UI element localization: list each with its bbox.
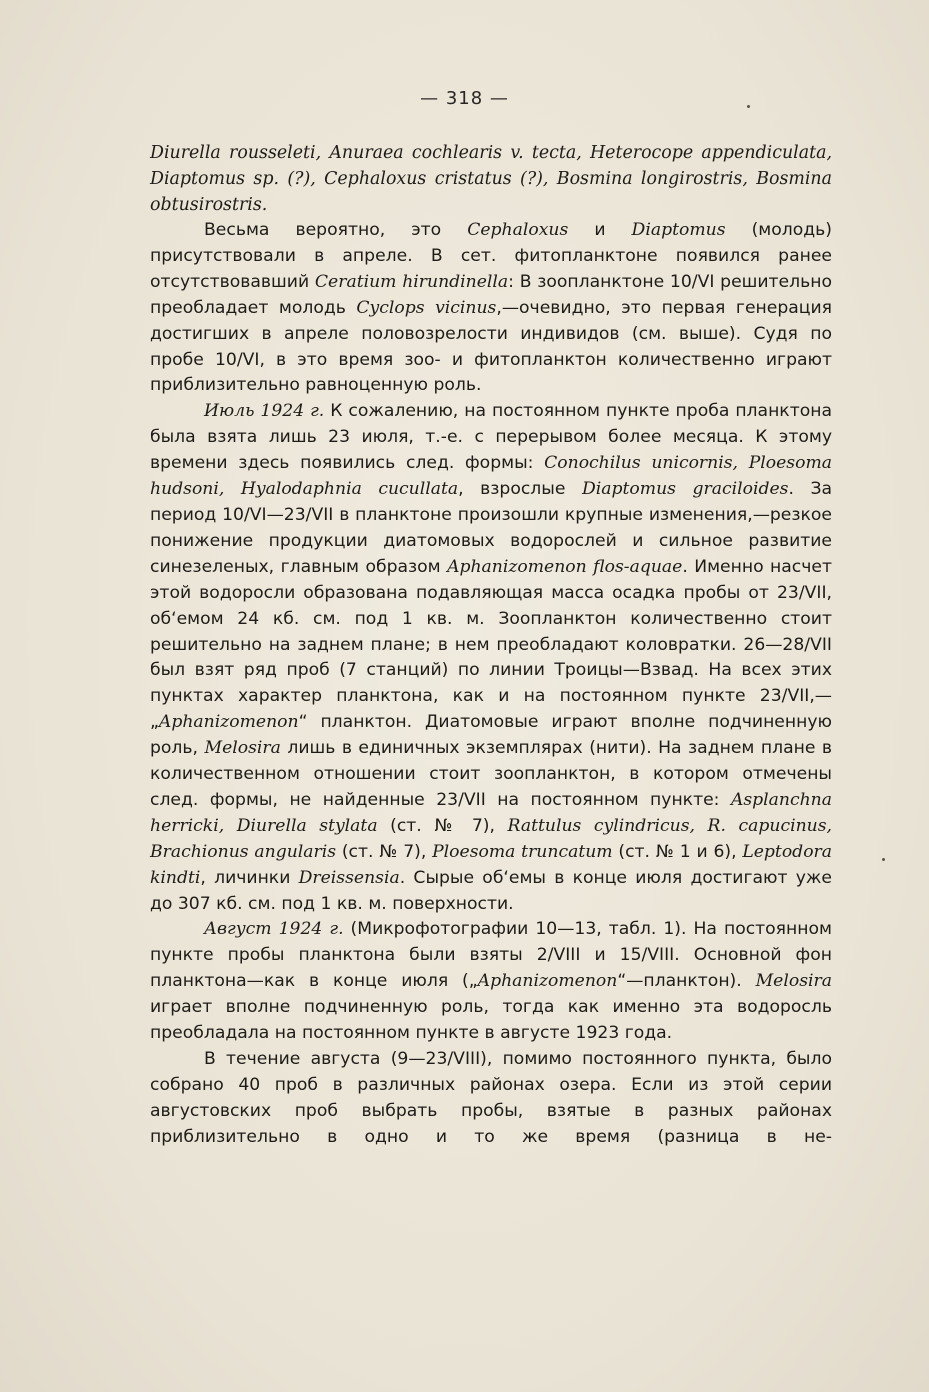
- text-run: “—планктон).: [617, 971, 756, 992]
- italic-term: Cephaloxus: [467, 220, 569, 240]
- print-speck: [747, 105, 750, 108]
- paragraph: [150, 218, 832, 399]
- text-run: . Сырые об‘емы в конце июля достигают уже до 307 кб. см. под 1 кв. м. поверхности.: [150, 867, 832, 914]
- italic-term: Cyclops vicinus: [356, 297, 497, 318]
- italic-term: Diaptomus graciloides: [582, 479, 789, 500]
- paragraph: [150, 917, 832, 1047]
- italic-term: Август 1924 г.: [204, 919, 344, 940]
- text-run: , взрослые: [458, 479, 582, 500]
- text-run: (молодь) присутствовали в апреле. В сет. фитопланктоне появился ранее отсутствовавший: [150, 220, 832, 292]
- text-run: , личинки: [200, 867, 299, 888]
- italic-term: Ceratium hirundinella: [314, 271, 509, 292]
- text-run: “ планктон. Диатомовые играют вполне подчиненную роль,: [150, 712, 832, 759]
- text-run: (ст. № 7),: [336, 841, 433, 862]
- italic-term: Aphanizomenon: [477, 971, 618, 992]
- italic-term: Leptodora kindti: [150, 841, 832, 888]
- text-run: ,—очевидно, это первая генерация достигших в апреле половозрелости индивидов (см. выше). Судя по пробе 10/VI, в это время зоо- и фитопланктон количественно играют приблизительно равноценную роль.: [150, 297, 832, 396]
- text-run: играет вполне подчиненную роль, тогда как именно эта водоросль преобладала на постоянном пункте в августе 1923 года.: [150, 997, 832, 1044]
- italic-term: Melosira: [204, 738, 281, 759]
- text-run: и: [568, 220, 632, 240]
- paragraph: [150, 1047, 832, 1151]
- page-number: — 318 —: [420, 88, 509, 109]
- italic-term: Aphanizomenon flos-aquae: [447, 556, 683, 577]
- italic-term: Aphanizomenon: [158, 712, 299, 733]
- text-run: лишь в единичных экземплярах (нити). На заднем плане в количественном отношении стоит зоопланктон, в котором отмечены след. формы, не найденные 23/VII на постоянном пункте:: [150, 738, 833, 810]
- species-list-paragraph: [150, 140, 832, 218]
- print-speck: [882, 858, 885, 861]
- body-text: [150, 140, 832, 1151]
- italic-term: Conochilus unicornis, Ploesoma hudsoni, Hyalodaphnia cucullata: [150, 453, 832, 500]
- text-run: . Именно насчет этой водоросли образована подавляющая масса осадка пробы от 23/VII, об‘емом 24 кб. см. под 1 кв. м. Зоопланктон количественно стоит решительно на заднем плане; в нем преобладают коловратки. 26—28/VII был взят ряд проб (7 станций) по линии Троицы—Взвад. На всех этих пунктах характер планктона, как и на постоянном пункте 23/VII,—„: [150, 556, 832, 733]
- paragraph: [150, 399, 832, 917]
- italic-term: Dreissensia: [298, 867, 400, 888]
- italic-term: Июль 1924 г.: [204, 401, 325, 422]
- text-run: (ст. № 1 и 6),: [612, 841, 743, 862]
- italic-term: Asplanchna herricki, Diurella stylata: [150, 789, 832, 836]
- text-run: (ст. № 7),: [377, 815, 508, 836]
- italic-term: Diurella rousseleti, Anuraea cochlearis v. tecta, Heterocope appendiculata, Diaptomus sp. (?), Cephaloxus cristatus (?), Bosmina longirostris, Bosmina obtusirostris.: [150, 143, 832, 215]
- text-run: К сожалению, на постоянном пункте проба планктона была взята лишь 23 июля, т.-е. с перерывом более месяца. К этому времени здесь появились след. формы:: [150, 401, 832, 474]
- italic-term: Melosira: [755, 971, 832, 992]
- italic-term: Rattulus cylindricus, R. capucinus, Brachionus angularis: [150, 815, 832, 862]
- text-run: (Микрофотографии 10—13, табл. 1). На постоянном пункте пробы планктона были взяты 2/VIII и 15/VIII. Основной фон планктона—как в конце июля („: [150, 919, 832, 992]
- text-run: В течение августа (9—23/VIII), помимо постоянного пункта, было собрано 40 проб в различных районах озера. Если из этой серии августовских проб выбрать пробы, взятые в разных районах приблизительно в одно и то же время (разница в не-: [150, 1049, 832, 1147]
- text-run: . За период 10/VI—23/VII в планктоне произошли крупные изменения,—резкое понижение продукции диатомовых водорослей и сильное развитие синезеленых, главным образом: [150, 479, 833, 577]
- text-run: : В зоопланктоне 10/VI решительно преобладает молодь: [150, 271, 832, 318]
- text-run: Весьма вероятно, это: [204, 220, 468, 240]
- italic-term: Ploesoma truncatum: [432, 841, 613, 862]
- italic-term: Diaptomus: [631, 220, 726, 240]
